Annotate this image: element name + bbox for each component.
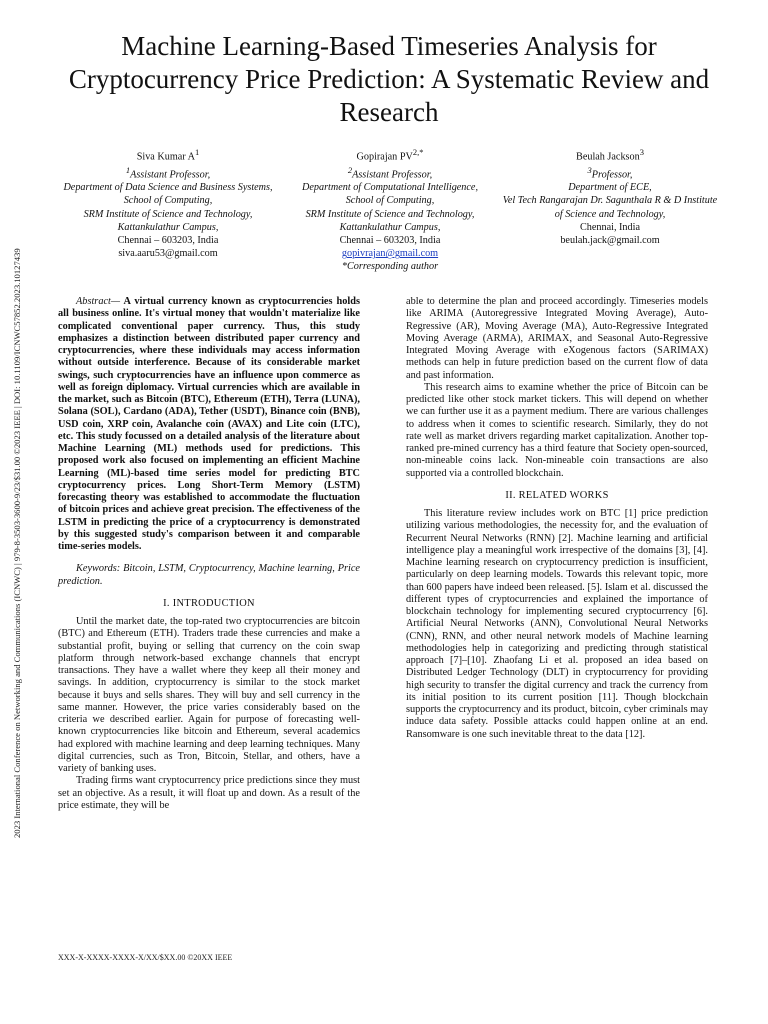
paragraph: Trading firms want cryptocurrency price predictions since they must set an objective. As a result, it will float up and down. As a result of the price estimate, they will be bbox=[58, 775, 360, 811]
keywords bbox=[58, 563, 360, 588]
author-affiliation: SRM Institute of Science and Technology, Kattankulathur Campus, bbox=[305, 208, 475, 233]
author-name: Gopirajan PV bbox=[356, 151, 413, 163]
author-affiliation: Department of ECE, bbox=[568, 182, 652, 194]
paragraph: Until the market date, the top-rated two cryptocurrencies are bitcoin (BTC) and Ethereum (ETH). Traders trade these currencies and make a substantial profit, buying or selling that currency on the coin swap platform through network-based exchange channels that encrypt transactions. They have a wallet where they keep all their money and savings. In addition, cryptocurrency is similar to the stock market because it buys and sells shares. They will buy and sell currency in the same manner. However, the price varies considerably based on the criteria we described earlier. Again for purpose of forecasting well-known cryptocurrencies like bitcoin and Ethereum, several academics had explored with machine learning and deep learning techniques. Many digital currencies, such as Tron, Bitcoin, Stellar, and others, have a variety of banking uses. bbox=[58, 616, 360, 774]
author-email: siva.aaru53@gmail.com bbox=[118, 248, 218, 260]
author-city: Chennai, India bbox=[580, 221, 640, 233]
author-affiliation: School of Computing, bbox=[345, 195, 435, 207]
keywords-text: Bitcoin, LSTM, Cryptocurrency, Machine learning, Price prediction. bbox=[58, 563, 360, 587]
author-2: Gopirajan $PV^{2,*}$ $^2$Assistant Professor, Department of Computational Intelligence, School of Computing, SRM Institute of Science and Technology, Kattankulathur Campus, Chennai – 603203, India gopivrajan@gmail.com *Corresponding author bbox=[290, 146, 490, 274]
author-email: beulah.jack@gmail.com bbox=[560, 235, 660, 246]
author-role: Assistant Professor, bbox=[352, 168, 433, 180]
author-role: Assistant Professor, bbox=[130, 168, 211, 180]
keywords-label: Keywords: bbox=[76, 563, 121, 575]
copyright-footer: XXX-X-XXXX-XXXX-X/XX/$XX.00 ©20XX IEEE bbox=[58, 953, 233, 962]
author-affiliation: Vel Tech Rangarajan Dr. Sagunthala R & D Institute of Science and Technology, bbox=[502, 195, 718, 220]
abstract-label: Abstract— bbox=[76, 296, 121, 307]
author-email-link[interactable]: gopivrajan@gmail.com bbox=[341, 248, 439, 260]
abstract-text: A virtual currency known as cryptocurrencies holds all business online. It's virtual money that wouldn't materialize like complicated conventional paper currency. Thus, this study emphasizes a distinction between distributed paper currency and cryptocurrencies, where these individuals may access information without outside interference. Because of its considerable market swings, such cryptocurrencies have an influence upon commerce as well as foreign diplomacy. Virtual currencies which are available in the market, such as Bitcoin (BTC), Ethereum (ETH), Terra (LUNA), Solana (SOL), Cardano (ADA), Tether (USDT), Binance coin (BNB), USD coin, XRP coin, Avalanche coin (AVAX) and Lite coin (LTC), etc. This study focussed on a detailed analysis of the literature about Machine Learning (ML) methods used for predictions. This proposed work also focused on implementing an efficient Machine Learning (ML)-based time series model for predicting BTC cryptocurrency prices. Long Short-Term Memory (LSTM) forecasting theory was established to accommodate the fluctuation of bitcoin prices and achieve great precision. The effectiveness of the LSTM in predicting the price of a cryptocurrency is demonstrated by this suggested study's comparison between it and comparable time-series models. bbox=[58, 296, 360, 552]
paragraph: This research aims to examine whether the price of Bitcoin can be predicted like other stock market tickers. This will depend on whether we can further use it as a payment medium. There are various challenges to address when it comes to scientific research. Similarly, they do not rate well as market drivers regarding market capitalization. Another top-ranked pre-mined currency has a third feature that Society open-sourced, non-mineable coins lack. Non-mineable coin transactions are also supported via a controlled blockchain. bbox=[406, 381, 708, 479]
left-column bbox=[58, 296, 360, 812]
author-affiliation: Department of Computational Intelligence, bbox=[302, 182, 478, 194]
author-affiliation: Department of Data Science and Business Systems, bbox=[63, 182, 273, 194]
author-1: Siva Kumar $A^1$ $^1$Assistant Professor, Department of Data Science and Business Systems, School of Computing, SRM Institute of Science and Technology, Kattankulathur Campus, Chennai – 603203, India siva.aaru53@gmail.com bbox=[58, 146, 278, 260]
author-role: Professor, bbox=[591, 168, 633, 180]
author-3: Beulah Jackson$^3$ $^3$Professor, Department of ECE, Vel Tech Rangarajan Dr. Sagunthala R & D Institute of Science and Technology, Chennai, India beulah.jack@gmail.com bbox=[500, 146, 720, 247]
right-column bbox=[406, 296, 708, 741]
section-heading-related-works: II. RELATED WORKS bbox=[505, 489, 609, 501]
corresponding-author-note: *Corresponding author bbox=[341, 261, 439, 273]
author-city: Chennai – 603203, India bbox=[117, 235, 219, 246]
author-affiliation: School of Computing, bbox=[123, 195, 213, 207]
author-affiliation: SRM Institute of Science and Technology, Kattankulathur Campus, bbox=[83, 208, 253, 233]
conference-doi-sidebar: 2023 International Conference on Networking and Communications (ICNWC) | 979-8-3503-3600-9/23/$31.00 ©2023 IEEE | DOI: 10.1109/ICNWC57852.2023.10127439 bbox=[12, 248, 22, 838]
author-name: Siva Kumar A bbox=[136, 151, 196, 163]
paragraph: This literature review includes work on BTC [1] price prediction utilizing various methodologies, the necessity for, and the evaluation of Recurrent Neural Networks (RNN) [2]. Machine learning and artificial intelligence play a meaningful work irrespective of the domains [3], [4]. Machine learning research on cryptocurrency prediction is insufficient, particularly on deep learning models. Towards this relevant topic, more than 600 papers have indeed been released. [5]. Islam et al. discussed the different types of cryptocurrencies and explained the importance of blockchain technology for implementing secured cryptocurrency [6]. Artificial Neural Networks (ANN), Convolutional Neural Networks (CNN), RNN, and other neural network models of Machine learning methodologies help in categorizing and predicting through statistical approach [7]–[10]. Zhaofang Li et al. proposed an idea based on Distributed Ledger Technology (DLT) in cryptocurrency for providing high security to transfer the digital currency and track the currency from its initial position to its current position [11]. Though blockchain supports the cryptocurrency and its product, bitcoin, cyber criminals may induce data safety. Possible attacks could happen online at an end. Ransomware is one such inevitable threat to the data [12]. bbox=[406, 508, 708, 740]
paper-title: Machine Learning-Based Timeseries Analysis for Cryptocurrency Price Prediction: A Systematic Review and Research bbox=[68, 31, 710, 127]
author-name: Beulah Jackson bbox=[576, 151, 640, 163]
section-heading-introduction: I. INTRODUCTION bbox=[163, 597, 255, 609]
paragraph: able to determine the plan and proceed accordingly. Timeseries models like ARIMA (Autoregressive Integrated Moving Average), Auto-Regressive (AR), Moving Average (MA), Auto-Regressive Integrated Moving Average (ARMA), ARIMAX, and Seasonal Auto-Regressive Integrated Moving Average with eXogenous factors (SARIMAX) methods can help in future prediction based on the current flow of data and past information. bbox=[406, 296, 708, 381]
author-city: Chennai – 603203, India bbox=[339, 235, 441, 246]
abstract bbox=[58, 296, 360, 553]
